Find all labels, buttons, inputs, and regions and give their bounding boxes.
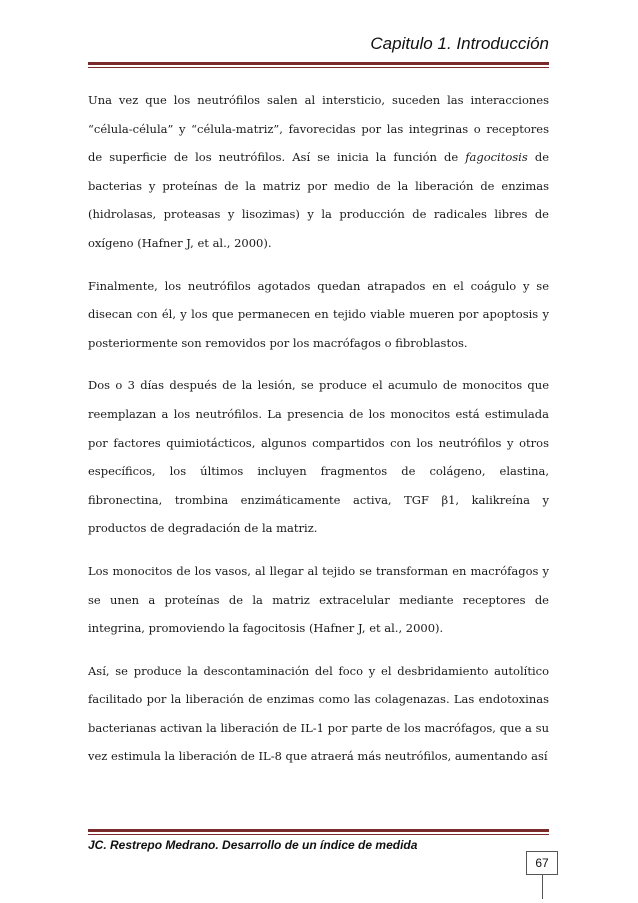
footer-author-title: JC. Restrepo Medrano. Desarrollo de un índice de medida [88,838,418,852]
body-text [88,86,549,785]
paragraph-1-after: de bacterias y proteínas de la matriz por medio de la liberación de enzimas (hidrolasas, proteasas y lisozimas) y la producción de radicales libres de oxígeno (Hafner J, et al., 2000). [88,150,550,250]
footer-rule-thick [88,829,549,832]
paragraph-1-emphasis: fagocitosis [465,150,528,165]
chapter-header: Capitulo 1. Introducción [370,34,549,53]
footer-rule-thin [88,834,549,835]
paragraph-3: Dos o 3 días después de la lesión, se produce el acumulo de monocitos que reemplazan a los neutrófilos. La presencia de los monocitos está estimulada por factores quimiotácticos, algunos compartidos con los neutrófilos y otros específicos, los últimos incluyen fragmentos de colágeno, elastina, fibronectina, trombina enzimáticamente activa, TGF β1, kalikreína y productos de degradación de la matriz. [88,378,549,536]
header-rule-thick [88,62,549,65]
paragraph-2: Finalmente, los neutrófilos agotados quedan atrapados en el coágulo y se disecan con él, y los que permanecen en tejido viable mueren por apoptosis y posteriormente son removidos por los macrófagos o fibroblastos. [88,278,549,350]
page-number-tick [542,875,543,899]
header-rule-thin [88,67,549,68]
paragraph-4: Los monocitos de los vasos, al llegar al tejido se transforman en macrófagos y se unen a proteínas de la matriz extracelular mediante receptores de integrina, promoviendo la fagocitosis (Hafner J, et al., 2000). [88,563,549,636]
paragraph-5: Así, se produce la descontaminación del foco y el desbridamiento autolítico facilitado por la liberación de enzimas como las colagenazas. Las endotoxinas bacterianas activan la liberación de IL-1 por parte de los macrófagos, que a su vez estimula la liberación de IL-8 que atraerá más neutrófilos, aumentando así [88,663,549,764]
paragraph-1 [88,86,549,258]
page-number: 67 [526,851,558,875]
paragraph-1-before: Una vez que los neutrófilos salen al intersticio, suceden las interacciones “célula-célula” y “célula-matriz”, favorecidas por las integrinas o receptores de superficie de los neutrófilos. Así se inicia la función de [88,93,549,165]
